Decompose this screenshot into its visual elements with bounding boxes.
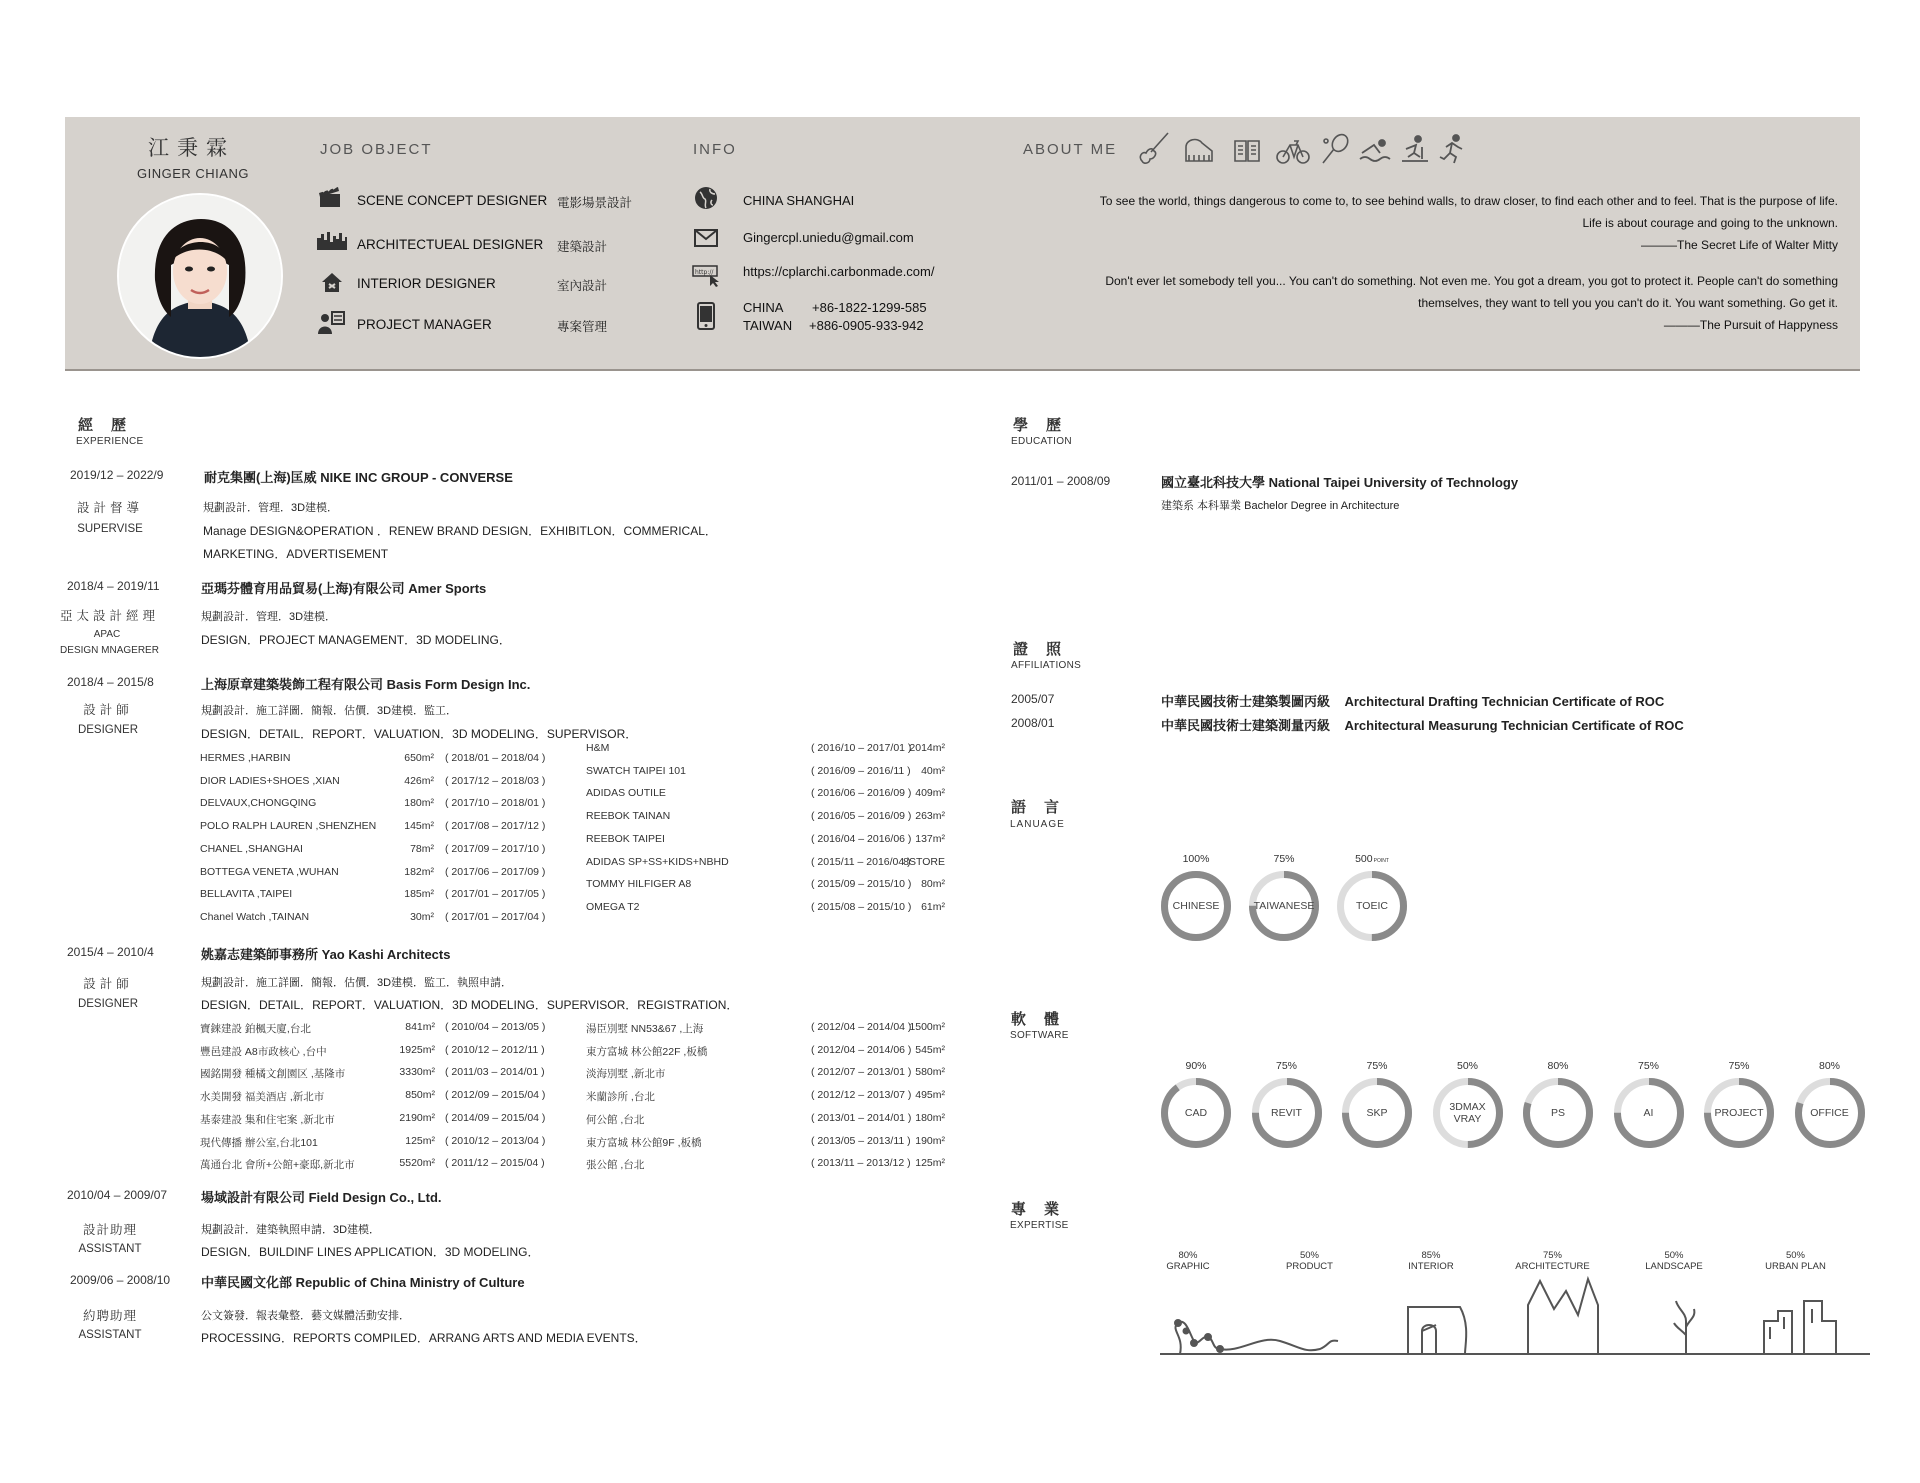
project-area: 180m² [915,1111,945,1124]
skill-label: PROJECT [1714,1107,1764,1119]
language-heading-en: LANUAGE [1010,819,1065,830]
cert-2-name: 中華民國技術士建築測量丙級 Architectural Measurung Technician Certificate of ROC [1161,718,1684,733]
job-6-role-en: ASSISTANT [78,1329,142,1341]
skill-label: AI [1643,1107,1654,1119]
project-area: 2190m² [399,1111,435,1124]
clapperboard-icon [318,186,342,213]
skill-percent: 75% [1273,853,1295,865]
skill-label: TAIWANESE [1253,900,1315,912]
project-area: 125m² [915,1157,945,1170]
job-2-cn: 建築設計 [557,240,608,254]
phone-taiwan: +886-0905-933-942 [809,318,924,333]
bicycle-icon [1277,141,1309,163]
job-4-duties-cn: 規劃設計．施工詳圖．簡報．估價．3D建模．監工．執照申請． [201,977,513,989]
job-5-duties-en: DESIGN．BUILDINF LINES APPLICATION．3D MODELING． [201,1245,540,1259]
project-area: 495m² [915,1089,945,1102]
project-area: 850m² [405,1089,435,1102]
skill-label: OFFICE [1810,1107,1849,1119]
project-area: 61m² [921,900,945,913]
project-area: 841m² [405,1021,435,1033]
job-2-role-en-2: DESIGN MNAGERER [60,645,159,656]
job-4-role-cn: 設計師 [83,977,133,991]
project-name: DELVAUX,CHONGQING [200,797,317,810]
project-period: ( 2012/09 – 2015/04 ) [445,1089,546,1102]
project-period: ( 2016/04 – 2016/06 ) [811,832,912,845]
project-area: 545m² [915,1043,945,1056]
software-heading-en: SOFTWARE [1010,1030,1069,1041]
job-6-duties-en: PROCESSING．REPORTS COMPILED．ARRANG ARTS AND MEDIA EVENTS． [201,1331,647,1345]
software-rings [1150,1055,1870,1165]
project-name: 湯臣別墅 NN53&67 ,上海 [586,1023,704,1035]
about-me-heading: ABOUT ME [1023,141,1118,158]
skill-percent: 75% [1366,1060,1388,1072]
expertise-illustration [1160,1265,1870,1362]
job-2-duties-en: DESIGN．PROJECT MANAGEMENT．3D MODELING． [201,633,511,647]
header-divider [65,369,1860,371]
project-name: DIOR LADIES+SHOES ,XIAN [200,774,340,787]
job-3-company: 上海原章建築裝飾工程有限公司 Basis Form Design Inc. [201,677,531,692]
affiliations-heading-en: AFFILIATIONS [1011,660,1082,671]
book-icon [1235,141,1259,161]
job-4-date: 2015/4 – 2010/4 [67,945,154,959]
job-1-duties-en: Manage DESIGN&OPERATION ．RENEW BRAND DESIGN．EXHIBITLON．COMMERICAL． [203,524,717,538]
phone-china: +86-1822-1299-585 [812,300,927,315]
house-tools-icon [320,270,344,299]
job-4-en: PROJECT MANAGER [357,317,492,332]
skill-ring [1342,1078,1412,1148]
job-1-date: 2019/12 – 2022/9 [70,468,164,482]
project-period: ( 2017/09 – 2017/10 ) [445,842,546,855]
expertise-percent: 75% [1542,1250,1562,1261]
experience-heading-cn: 經歷 [78,416,145,434]
project-area: 80m² [921,878,945,891]
project-area: 190m² [915,1134,945,1147]
project-area: 650m² [404,752,434,764]
education-degree: 建築系 本科畢業 Bachelor Degree in Architecture [1161,500,1400,512]
project-period: ( 2013/11 – 2013/12 ) [811,1157,911,1170]
project-period: ( 2016/09 – 2016/11 ) [811,764,911,777]
job-1-cn: 電影場景設計 [557,196,633,210]
project-area: 8STORE [903,855,945,868]
expertise-percent: 50% [1299,1250,1319,1261]
cert-1-date: 2005/07 [1011,692,1055,706]
project-period: ( 2016/10 – 2017/01 ) [811,742,912,754]
skill-ring [1252,1078,1322,1148]
skill-ring [1523,1078,1593,1148]
project-period: ( 2013/01 – 2014/01 ) [811,1111,912,1124]
job-3-duties-en: DESIGN．DETAIL．REPORT．VALUATION．3D MODELING．SUPERVISOR． [201,727,638,741]
skill-percent: 100% [1182,853,1210,865]
expertise-label: URBAN PLAN [1765,1261,1826,1272]
quote-2-source: ———The Pursuit of Happyness [1663,318,1838,332]
skill-label: TOEIC [1356,900,1388,912]
project-area: 426m² [404,774,434,787]
skill-percent: 80% [1818,1060,1840,1072]
job-3-en: INTERIOR DESIGNER [357,276,496,291]
project-name: 張公館 ,台北 [586,1159,645,1172]
expertise-label: INTERIOR [1408,1261,1454,1272]
skill-ring [1433,1078,1503,1148]
project-name: POLO RALPH LAUREN ,SHENZHEN [200,820,377,833]
project-period: ( 2010/04 – 2013/05 ) [445,1021,546,1033]
project-area: 263m² [915,810,945,823]
skill-label: CAD [1184,1107,1208,1119]
job-4-duties-en: DESIGN．DETAIL．REPORT．VALUATION．3D MODELING．SUPERVISOR．REGISTRATION． [201,998,739,1012]
manager-board-icon [317,310,345,341]
quote-2-line-1: Don't ever let somebody tell you... You can't do something. Not even me. You got a dream, you got to protect it. People can't do something [1105,274,1838,288]
cert-1-name: 中華民國技術士建築製圖丙級 Architectural Drafting Technician Certificate of ROC [1161,694,1665,709]
project-period: ( 2017/01 – 2017/05 ) [445,888,546,901]
project-area: 580m² [915,1066,945,1079]
expertise-label: PRODUCT [1286,1261,1333,1272]
project-name: TOMMY HILFIGER A8 [586,878,692,891]
project-name: OMEGA T2 [586,900,640,913]
project-period: ( 2012/12 – 2013/07 ) [811,1089,912,1102]
job-4-cn: 專案管理 [557,320,608,334]
education-school: 國立臺北科技大學 National Taipei University of Technology [1161,475,1519,490]
project-period: ( 2011/12 – 2015/04 ) [445,1157,545,1170]
job-6-duties-cn: 公文簽發．報表彙整．藝文媒體活動安排． [201,1310,410,1322]
skill-ring [1249,871,1319,941]
cert-2-date: 2008/01 [1011,716,1055,730]
project-period: ( 2015/08 – 2015/10 ) [811,900,912,913]
skill-label: CHINESE [1172,900,1220,912]
project-name: ADIDAS SP+SS+KIDS+NBHD [586,855,729,868]
project-period: ( 2017/08 – 2017/12 ) [445,820,546,833]
job-3-role-cn: 設計師 [83,703,133,717]
experience-heading-en: EXPERIENCE [76,436,144,447]
about-quote-2 [1000,270,1838,336]
project-period: ( 2015/09 – 2015/10 ) [811,878,912,891]
mail-icon [694,229,718,252]
hobby-icons [1138,131,1478,172]
about-quote-1 [1000,190,1838,256]
city-skyline-icon [317,230,347,255]
expertise-label: LANDSCAPE [1645,1261,1703,1272]
job-5-duties-cn: 規劃設計．建築執照申請．3D建模． [201,1224,381,1236]
skill-ring [1704,1078,1774,1148]
job-1-role-en: SUPERVISE [77,523,143,535]
phone-icon [697,302,715,335]
phone-label-taiwan: TAIWAN [743,318,793,333]
project-name: 東方富城 林公館9F ,板橋 [586,1136,702,1149]
job-1-duties-en-2: MARKETING．ADVERTISEMENT [203,547,389,561]
expertise-percent: 50% [1664,1250,1684,1261]
project-period: ( 2012/07 – 2013/01 ) [811,1066,912,1079]
software-heading-cn: 軟體 [1011,1010,1078,1028]
quote-1-line-2: Life is about courage and going to the unknown. [1582,216,1838,230]
skill-label: 3DMAX VRAY [1449,1101,1486,1125]
project-name: ADIDAS OUTILE [586,787,666,800]
project-name: SWATCH TAIPEI 101 [586,764,686,777]
skill-percent: 500POINT [1355,853,1389,865]
quote-1-line-1: To see the world, things dangerous to come to, to see behind walls, to draw closer, to find each other and to feel. That is the purpose of life. [1099,194,1838,208]
project-period: ( 2012/04 – 2014/04 ) [811,1021,912,1033]
skill-percent: 50% [1456,1060,1478,1072]
skill-percent: 80% [1547,1060,1569,1072]
project-name: REEBOK TAINAN [586,810,671,823]
project-area: 409m² [915,787,945,800]
skill-percent: 90% [1185,1060,1207,1072]
project-period: ( 2017/12 – 2018/03 ) [445,774,546,787]
project-area: 1925m² [399,1043,435,1056]
expertise-percent: 85% [1421,1250,1441,1261]
expertise-percent: 80% [1178,1250,1198,1261]
email-link[interactable]: Gingercpl.uniedu@gmail.com [743,230,914,245]
job-2-en: ARCHITECTUEAL DESIGNER [357,237,544,252]
project-area: 3330m² [399,1066,435,1079]
project-name: BELLAVITA ,TAIPEI [200,888,293,901]
globe-icon [694,186,718,215]
project-area: 78m² [410,842,434,855]
project-area: 5520m² [399,1157,435,1170]
job-6-company: 中華民國文化部 Republic of China Ministry of Culture [201,1275,525,1290]
job-2-duties-cn: 規劃設計．管理．3D建模． [201,611,337,623]
project-area: 182m² [404,865,434,878]
project-name: H&M [586,742,610,754]
job-4-company: 姚嘉志建築師事務所 Yao Kashi Architects [201,947,451,962]
skill-ring [1614,1078,1684,1148]
website-icon [692,265,720,292]
project-area: 1500m² [909,1021,945,1033]
project-name: 寶錸建設 鉑楓天廈,台北 [200,1023,311,1035]
project-area: 125m² [405,1134,435,1147]
project-area: 180m² [404,797,434,810]
affiliations-heading-cn: 證照 [1013,640,1080,658]
education-heading-en: EDUCATION [1011,436,1072,447]
website-link[interactable]: https://cplarchi.carbonmade.com/ [743,264,935,279]
project-period: ( 2017/10 – 2018/01 ) [445,797,546,810]
project-area: 40m² [921,764,945,777]
job-1-company: 耐克集團(上海)匡威 NIKE INC GROUP - CONVERSE [204,470,513,485]
education-heading-cn: 學歷 [1013,416,1080,434]
education-date: 2011/01 – 2008/09 [1011,474,1111,488]
job-5-role-en: ASSISTANT [78,1243,142,1255]
job-2-role-cn: 亞太設計經理 [59,609,159,623]
project-period: ( 2012/04 – 2014/06 ) [811,1043,912,1056]
skill-ring [1161,1078,1231,1148]
expertise-heading-cn: 專業 [1011,1200,1078,1218]
job-5-company: 場域設計有限公司 Field Design Co., Ltd. [201,1190,442,1205]
project-name: REEBOK TAIPEI [586,832,665,845]
project-name: BOTTEGA VENETA ,WUHAN [200,865,339,878]
name-chinese: 江秉霖 [148,136,235,160]
skill-ring [1161,871,1231,941]
job-3-duties-cn: 規劃設計．施工詳圖．簡報．估價．3D建模．監工． [201,705,458,717]
project-period: ( 2016/05 – 2016/09 ) [811,810,912,823]
info-heading: INFO [693,141,737,158]
expertise-heading-en: EXPERTISE [1010,1220,1069,1231]
project-name: 萬通台北 會所+公館+豪邸,新北市 [200,1159,355,1172]
skill-ring [1337,871,1407,941]
job-6-role-cn: 約聘助理 [82,1309,137,1323]
project-period: ( 2018/01 – 2018/04 ) [445,752,546,764]
project-area: 145m² [404,820,434,833]
skill-percent: 75% [1728,1060,1750,1072]
job-3-role-en: DESIGNER [77,724,139,736]
project-period: ( 2017/01 – 2017/04 ) [445,910,546,923]
running-icon [1440,135,1462,163]
job-3-cn: 室內設計 [557,279,608,293]
piano-icon [1186,140,1212,161]
skill-label: SKP [1366,1107,1388,1119]
job-3-date: 2018/4 – 2015/8 [67,675,154,689]
project-name: 米蘭診所 ,台北 [586,1091,655,1104]
job-5-role-cn: 設計助理 [82,1223,137,1237]
quote-1-source: ———The Secret Life of Walter Mitty [1641,238,1838,252]
expertise-label: GRAPHIC [1166,1261,1210,1272]
project-area: 185m² [404,888,434,901]
project-name: 豐邑建設 A8市政核心 ,台中 [200,1045,327,1058]
job-4-role-en: DESIGNER [77,998,139,1010]
phone-label-china: CHINA [743,300,784,315]
project-area: 2014m² [909,742,945,754]
avatar [117,193,283,359]
skill-label: REVIT [1271,1107,1302,1119]
badminton-icon [1323,132,1351,163]
project-name: Chanel Watch ,TAINAN [200,910,310,923]
job-5-date: 2010/04 – 2009/07 [67,1188,168,1202]
job-2-role-en: APAC [93,629,121,640]
skill-label: PS [1550,1107,1565,1119]
project-period: ( 2013/05 – 2013/11 ) [811,1134,911,1147]
project-name: 淡海別墅 ,新北市 [586,1068,666,1081]
project-name: 國銘開發 種橘文創園区 ,基隆市 [200,1068,346,1081]
project-period: ( 2010/12 – 2013/04 ) [445,1134,546,1147]
project-period: ( 2011/03 – 2014/01 ) [445,1066,545,1079]
job-2-company: 亞瑪芬體育用品貿易(上海)有限公司 Amer Sports [201,581,487,596]
expertise-percent: 50% [1785,1250,1805,1261]
project-name: 何公館 ,台北 [586,1113,645,1126]
project-period: ( 2015/11 – 2016/04 ) [811,855,911,868]
skill-percent: 75% [1275,1060,1297,1072]
quote-2-line-2: themselves, they want to tell you you can't do it. You want something. Go get it. [1418,296,1838,310]
job-1-role-cn: 設計督導 [76,501,143,515]
project-name: 東方富城 林公館22F ,板橋 [586,1045,708,1058]
project-area: 30m² [410,910,434,923]
job-6-date: 2009/06 – 2008/10 [70,1273,171,1287]
name-english: GINGER CHIANG [137,166,249,181]
project-name: CHANEL ,SHANGHAI [200,842,303,855]
expertise-label: ARCHITECTURE [1515,1261,1590,1272]
skill-percent: 75% [1637,1060,1659,1072]
skill-ring [1795,1078,1865,1148]
language-heading-cn: 語言 [1011,798,1078,816]
project-name: 水美開發 福美酒店 ,新北市 [200,1091,325,1104]
project-name: HERMES ,HARBIN [200,752,291,764]
project-period: ( 2016/06 – 2016/09 ) [811,787,912,800]
skill-unit: POINT [1373,858,1389,864]
violin-icon [1140,133,1168,163]
project-period: ( 2014/09 – 2015/04 ) [445,1111,546,1124]
job-object-heading: JOB OBJECT [320,141,433,158]
project-period: ( 2017/06 – 2017/09 ) [445,865,546,878]
job-2-date: 2018/4 – 2019/11 [67,579,160,593]
language-rings [1150,850,1450,950]
location-text: CHINA SHANGHAI [743,193,855,208]
skiing-icon [1402,136,1428,161]
job-1-duties-cn: 規劃設計．管理．3D建模． [203,502,339,514]
swimming-icon [1360,140,1390,161]
project-period: ( 2010/12 – 2012/11 ) [445,1043,545,1056]
project-name: 基泰建設 集和住宅案 ,新北市 [200,1113,335,1126]
svg-text:http://: http:// [695,269,714,276]
job-1-en: SCENE CONCEPT DESIGNER [357,193,548,208]
project-area: 137m² [915,832,945,845]
project-name: 現代傳播 辦公室,台北101 [200,1136,318,1149]
